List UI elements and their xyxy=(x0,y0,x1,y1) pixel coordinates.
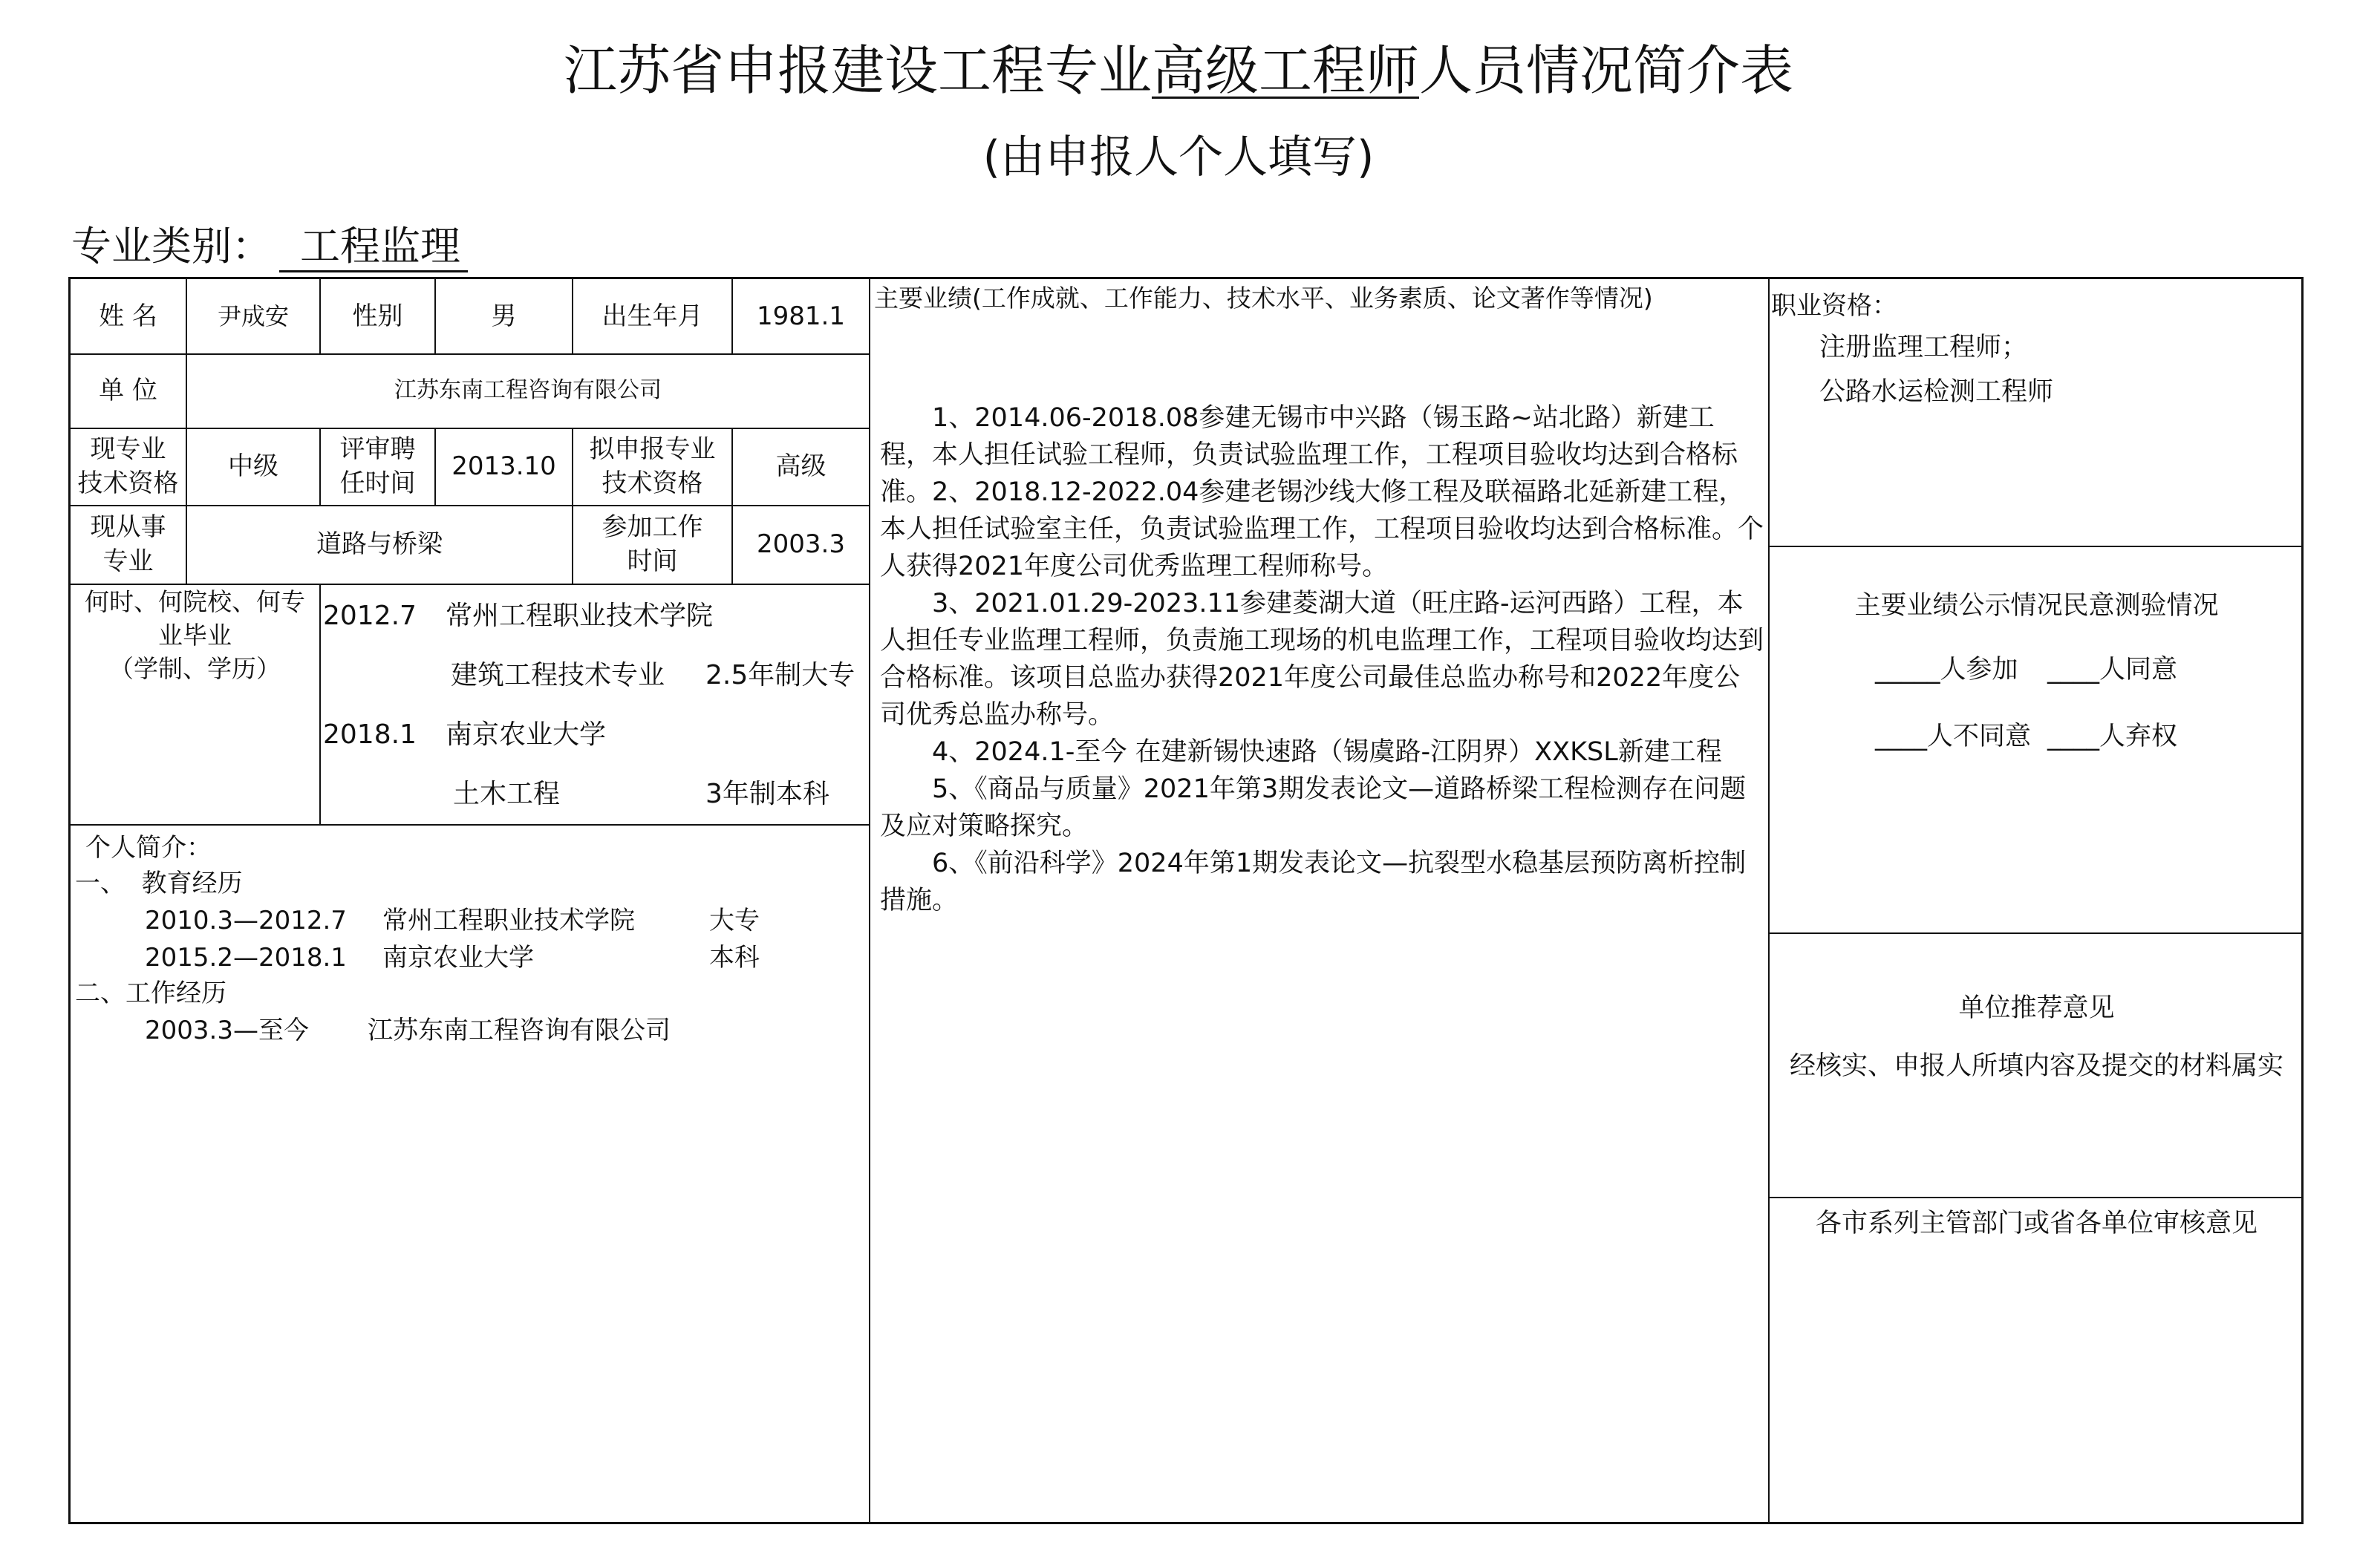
major-value: 道路与桥梁 xyxy=(316,529,443,559)
row-line xyxy=(71,824,869,826)
edu-1-period: 2010.3—2012.7 xyxy=(145,906,347,935)
edu-heading: 一、 教育经历 xyxy=(75,869,243,898)
apply-qual-label: 拟申报专业 技术资格 xyxy=(589,434,716,498)
edu-1-level: 大专 xyxy=(709,906,760,935)
qualification-item: 注册监理工程师； xyxy=(1819,333,2028,362)
edu-2-period: 2015.2—2018.1 xyxy=(145,943,347,973)
grad-1-date: 2012.7 xyxy=(323,601,417,631)
title-part-1: 江苏省申报建设工程专业 xyxy=(563,39,1152,102)
title-part-3: 人员情况简介表 xyxy=(1419,39,1794,102)
work-heading: 二、工作经历 xyxy=(75,979,226,1008)
unit-value: 江苏东南工程咨询有限公司 xyxy=(394,377,662,403)
work-start-value: 2003.3 xyxy=(757,529,845,559)
poll-abstain: ____人弃权 xyxy=(2047,722,2178,751)
achievement-item: 6、《前沿科学》2024年第1期发表论文—抗裂型水稳基层预防离析控制措施。 xyxy=(880,849,1747,915)
form-table xyxy=(68,277,2304,1524)
row-line xyxy=(1768,1197,2304,1198)
achievement-item: 4、2024.1-至今 在建新锡快速路（锡虞路-江阴界）XXKSL新建工程 xyxy=(932,737,1722,767)
poll-agree: ____人同意 xyxy=(2047,655,2178,685)
poll-disagree: ____人不同意 xyxy=(1875,722,2032,751)
work-1-company: 江苏东南工程咨询有限公司 xyxy=(368,1016,671,1045)
grad-2-degree: 3年制本科 xyxy=(705,779,829,809)
achievements-heading: 主要业绩(工作成就、工作能力、技术水平、业务素质、论文著作等情况) xyxy=(874,284,1653,313)
title-part-2-underlined: 高级工程师 xyxy=(1151,39,1419,102)
achievement-item: 2、2018.12-2022.04参建老锡沙线大修工程及联福路北延新建工程，本人担任试验室主任，负责试验监理工作，工程项目验收均达到合格标准。个人获得2021年度公司优秀监理工程师称号。 xyxy=(880,477,1764,581)
graduation-label: 何时、何院校、何专 业毕业 （学制、学历） xyxy=(85,587,305,683)
profile-label: 个人简介： xyxy=(85,833,212,863)
apply-qual-value: 高级 xyxy=(775,451,827,481)
name-label: 姓 名 xyxy=(99,301,157,331)
achievement-item: 3、2021.01.29-2023.11参建菱湖大道（旺庄路-运河西路）工程，本人担任专业监理工程师，负责施工现场的机电监理工作，工程项目验收均达到合格标准。该项目总监办获得2021年度公司最佳总监办称号和2022年度公司优秀总监办称号。 xyxy=(880,589,1764,730)
grad-1-degree: 2.5年制大专 xyxy=(705,660,855,690)
grad-1-school: 常州工程职业技术学院 xyxy=(446,601,714,631)
birth-value: 1981.1 xyxy=(757,301,845,331)
category-line xyxy=(71,220,468,273)
appoint-value: 2013.10 xyxy=(451,451,556,481)
qualification-item: 公路水运检测工程师 xyxy=(1819,377,2054,407)
recommend-text: 经核实、申报人所填内容及提交的材料属实 xyxy=(1789,1051,2283,1081)
birth-label: 出生年月 xyxy=(602,301,703,331)
work-1-period: 2003.3—至今 xyxy=(145,1016,309,1045)
achievement-item: 5、《商品与质量》2021年第3期发表论文—道路桥梁工程检测存在问题及应对策略探究。 xyxy=(880,774,1747,841)
divider-middle-right xyxy=(1768,279,1770,1524)
qualification-label: 职业资格： xyxy=(1771,291,1897,321)
edu-2-level: 本科 xyxy=(709,943,760,973)
category-value: 工程监理 xyxy=(279,223,468,272)
poll-participate: _____人参加 xyxy=(1875,655,2018,685)
major-label: 现从事 专业 xyxy=(90,512,166,576)
review-title: 各市系列主管部门或省各单位审核意见 xyxy=(1815,1209,2257,1238)
recommend-title: 单位推荐意见 xyxy=(1958,993,2115,1023)
appoint-label: 评审聘 任时间 xyxy=(339,434,416,498)
unit-label: 单 位 xyxy=(99,376,157,405)
grad-1-major: 建筑工程技术专业 xyxy=(451,660,665,690)
achievement-item: 1、2014.06-2018.08参建无锡市中兴路（锡玉路~站北路）新建工程，本人担任试验工程师，负责试验监理工作，工程项目验收均达到合格标准。 xyxy=(880,403,1738,507)
poll-title: 主要业绩公示情况民意测验情况 xyxy=(1854,591,2219,621)
edu-2-school: 南京农业大学 xyxy=(382,943,534,973)
work-start-label: 参加工作 时间 xyxy=(602,512,703,576)
grad-2-date: 2018.1 xyxy=(323,719,417,750)
current-qual-label: 现专业 技术资格 xyxy=(77,434,179,498)
row-line xyxy=(1768,932,2304,934)
gender-label: 性别 xyxy=(352,301,403,331)
grad-2-major: 土木工程 xyxy=(453,779,561,809)
grad-2-school: 南京农业大学 xyxy=(446,719,607,750)
edu-1-school: 常州工程职业技术学院 xyxy=(382,906,635,935)
name-value: 尹成安 xyxy=(217,302,289,330)
row-line xyxy=(1768,546,2304,547)
col-line xyxy=(319,584,321,824)
divider-left-middle xyxy=(869,279,870,1524)
category-label: 专业类别： xyxy=(71,223,272,270)
page-subtitle: (由申报人个人填写) xyxy=(982,131,1375,183)
current-qual-value: 中级 xyxy=(228,451,278,481)
gender-value: 男 xyxy=(491,301,517,331)
page-title xyxy=(0,37,2357,104)
